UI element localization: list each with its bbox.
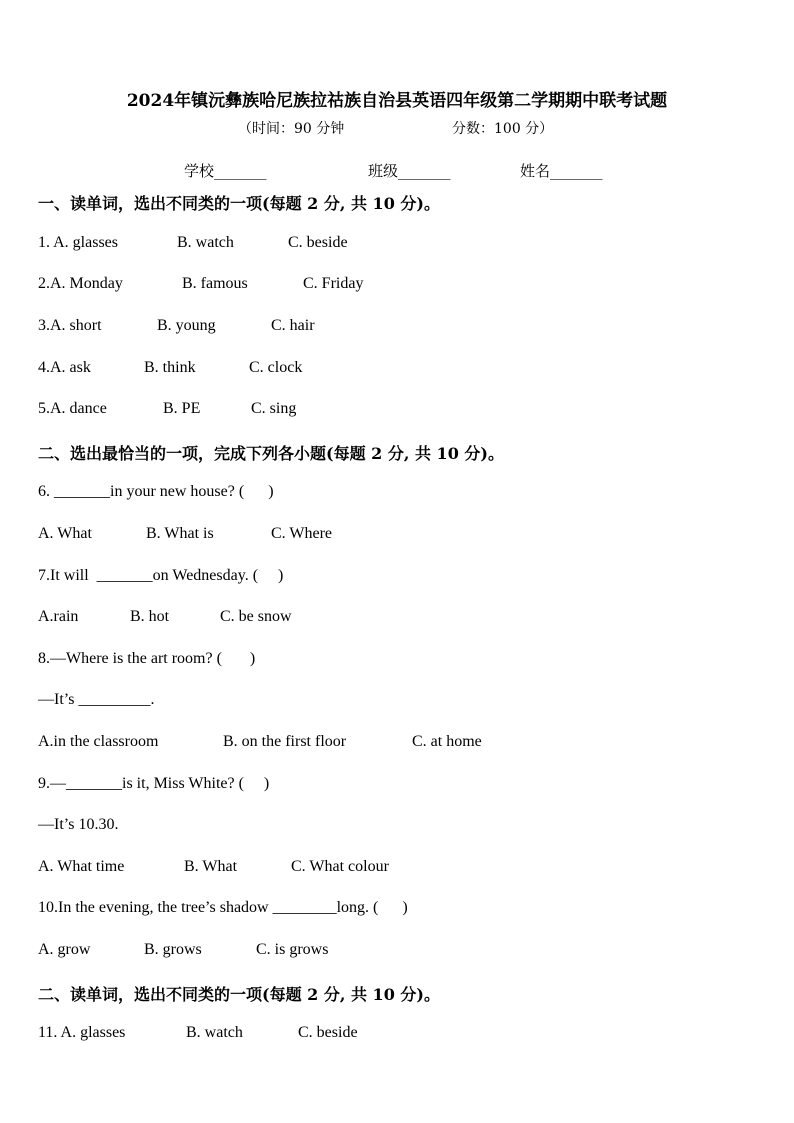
q7-option-b: B. hot	[130, 608, 170, 625]
q6-stem: 6. _______in your new house? ( )	[38, 483, 274, 500]
q5-option-c: C. sing	[251, 400, 297, 417]
q3-option-c: C. hair	[271, 317, 315, 334]
section-3-heading: 二、读单词，选出不同类的一项(每题 2 分, 共 10 分)。	[38, 985, 440, 1004]
q4-option-a: 4.A. ask	[38, 359, 91, 376]
q6-option-a: A. What	[38, 525, 92, 542]
q5-option-a: 5.A. dance	[38, 400, 107, 417]
name-field: 姓名_______	[520, 162, 603, 180]
q11-option-b: B. watch	[186, 1024, 243, 1041]
exam-title: 2024年镇沅彝族哈尼族拉祜族自治县英语四年级第二学期期中联考试题	[126, 91, 668, 111]
q10-stem: 10.In the evening, the tree’s shadow ________long. ( )	[38, 899, 408, 916]
q10-option-c: C. is grows	[256, 941, 329, 958]
q9-option-c: C. What colour	[291, 858, 389, 875]
q8-answer-line: —It’s _________.	[38, 691, 155, 708]
q7-stem: 7.It will _______on Wednesday. ( )	[38, 567, 284, 584]
q9-option-a: A. What time	[38, 858, 125, 875]
q11-option-c: C. beside	[298, 1024, 358, 1041]
section-2-heading: 二、选出最恰当的一项，完成下列各小题(每题 2 分, 共 10 分)。	[38, 444, 504, 463]
q8-stem: 8.—Where is the art room? ( )	[38, 650, 256, 667]
q4-option-b: B. think	[144, 359, 196, 376]
school-field: 学校_______	[184, 162, 267, 180]
q6-option-b: B. What is	[146, 525, 214, 542]
q10-option-b: B. grows	[144, 941, 202, 958]
section-1-heading: 一、读单词，选出不同类的一项(每题 2 分, 共 10 分)。	[38, 194, 440, 213]
q2-option-a: 2.A. Monday	[38, 275, 123, 292]
q3-option-a: 3.A. short	[38, 317, 102, 334]
q1-option-b: B. watch	[177, 234, 234, 251]
exam-score: 分数：100 分）	[452, 121, 554, 137]
class-field: 班级_______	[368, 162, 451, 180]
exam-time: （时间：90 分钟	[238, 121, 345, 137]
q1-option-c: C. beside	[288, 234, 348, 251]
q3-option-b: B. young	[157, 317, 216, 334]
q9-stem: 9.—_______is it, Miss White? ( )	[38, 775, 270, 792]
q10-option-a: A. grow	[38, 941, 91, 958]
q8-option-b: B. on the first floor	[223, 733, 347, 750]
q2-option-c: C. Friday	[303, 275, 364, 292]
q7-option-c: C. be snow	[220, 608, 292, 625]
q7-option-a: A.rain	[38, 608, 79, 625]
q11-option-a: 11. A. glasses	[38, 1024, 126, 1041]
q9-answer-line: —It’s 10.30.	[38, 816, 119, 833]
q4-option-c: C. clock	[249, 359, 303, 376]
q1-option-a: 1. A. glasses	[38, 234, 118, 251]
q9-option-b: B. What	[184, 858, 238, 875]
q5-option-b: B. PE	[163, 400, 201, 417]
q8-option-a: A.in the classroom	[38, 733, 159, 750]
q8-option-c: C. at home	[412, 733, 482, 750]
q6-option-c: C. Where	[271, 525, 333, 542]
q2-option-b: B. famous	[182, 275, 248, 292]
